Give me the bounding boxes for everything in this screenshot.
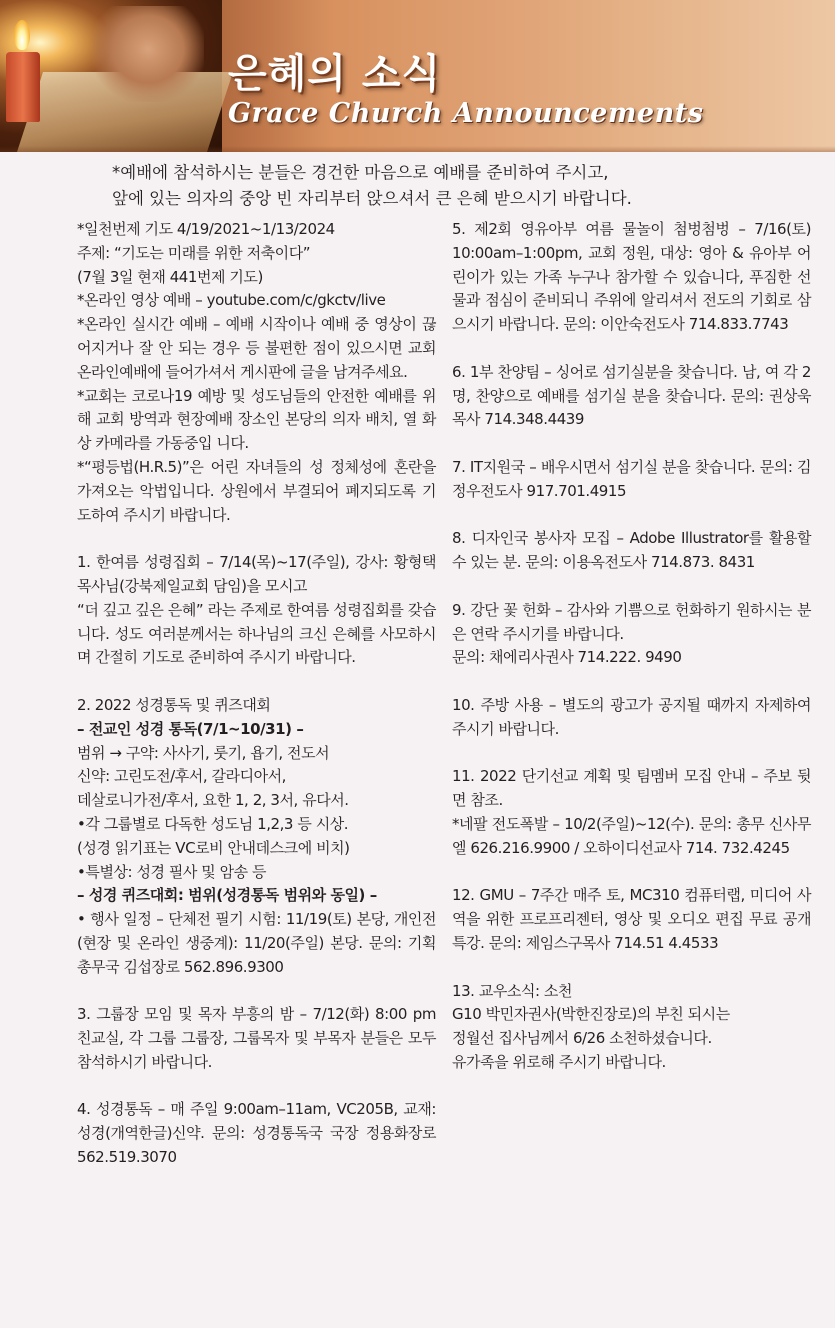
page-title-korean: 은혜의 소식 xyxy=(228,51,442,97)
intro-notice xyxy=(112,160,812,212)
notice-text: *“평등법(H.R.5)”은 어린 자녀들의 성 정체성에 혼란을 가져오는 악법입니다. 상원에서 부결되어 폐지되도록 기도하여 주시기 바랍니다. xyxy=(77,457,436,524)
announcement-2-line: •특별상: 성경 필사 및 암송 등 xyxy=(77,862,267,881)
announcement-11: 11. 2022 단기선교 계획 및 팀멤버 모집 안내 – 주보 뒷면 참조. xyxy=(452,767,811,810)
announcement-2-line: 데살로니가전/후서, 요한 1, 2, 3서, 유다서. xyxy=(77,791,349,810)
announcement-6: 6. 1부 찬양팀 – 싱어로 섬기실분을 찾습니다. 남, 여 각 2명, 찬양으로 예배를 섬기실 분을 찾습니다. 문의: 권상욱목사 714.348.4439 xyxy=(452,362,811,429)
announcement-9: 9. 강단 꽃 헌화 – 감사와 기쁨으로 헌화하기 원하시는 분은 연락 주시기를 바랍니다. xyxy=(452,600,811,643)
candle-flame-graphic xyxy=(14,20,30,50)
notice-text: *온라인 실시간 예배 – 예배 시작이나 예배 중 영상이 끊어지거나 잘 안 되는 경우 등 불편한 점이 있으시면 교회 온라인예배에 들어가셔서 게시판에 글을 남겨주세요. xyxy=(77,315,436,381)
announcement-10: 10. 주방 사용 – 별도의 광고가 공지될 때까지 자제하여 주시기 바랍니다. xyxy=(452,695,811,738)
announcement-12: 12. GMU – 7주간 매주 토, MC310 컴퓨터랩, 미디어 사역을 위한 프로프리젠터, 영상 및 오디오 편집 무료 공개특강. 문의: 제임스구목사 714.51 4.4533 xyxy=(452,886,811,952)
header-banner xyxy=(0,0,835,152)
right-column xyxy=(452,218,811,1075)
announcement-8: 8. 디자인국 봉사자 모집 – Adobe Illustrator를 활용할 수 있는 분. 문의: 이용옥전도사 714.873. 8431 xyxy=(452,529,811,572)
announcement-13-line: G10 박민자권사(박한진장로)의 부친 되시는 xyxy=(452,1005,730,1024)
announcement-2-line: 신약: 고린도전/후서, 갈라디아서, xyxy=(77,767,287,786)
praying-hands-graphic xyxy=(92,6,204,102)
announcement-2-line: 범위 → 구약: 사사기, 룻기, 욥기, 전도서 xyxy=(77,743,330,762)
notice-text: *일천번제 기도 4/19/2021~1/13/2024 xyxy=(77,220,335,238)
notice-text: *온라인 영상 예배 – youtube.com/c/gkctv/live xyxy=(77,291,386,310)
announcement-3: 3. 그룹장 모임 및 목자 부흥의 밤 – 7/12(화) 8:00 pm 친교실, 각 그룹 그룹장, 그룹목자 및 부목자 분들은 모두 참석하시기 바랍니다. xyxy=(77,1005,436,1071)
intro-line: 앞에 있는 의자의 중앙 빈 자리부터 앉으셔서 큰 은혜 받으시기 바랍니다. xyxy=(112,189,632,208)
page-title-english: Grace Church Announcements xyxy=(228,98,704,129)
announcement-2-line: (성경 읽기표는 VC로비 안내데스크에 비치) xyxy=(77,838,350,857)
notice-text: *교회는 코로나19 예방 및 성도님들의 안전한 예배를 위해 교회 방역과 현장예배 장소인 본당의 의자 배치, 열 화상 카메라를 가동중입 니다. xyxy=(77,386,436,453)
announcement-5: 5. 제2회 영유아부 여름 물놀이 첨벙첨벙 – 7/16(토) 10:00am–1:00pm, 교회 정원, 대상: 영아 & 유아부 어린이가 있는 가족 누구나 참가할 수 있습니다, 푸짐한 선물과 점심이 준비되니 주위에 알리셔서 전도의 기회로 삼으시기 바랍니다. 문의: 이안숙전도사 714.833.7743 xyxy=(452,220,811,334)
announcement-7: 7. IT지원국 – 배우시면서 섬기실 분을 찾습니다. 문의: 김정우전도사 917.701.4915 xyxy=(452,457,811,500)
announcement-1: 1. 한여름 성령집회 – 7/14(목)~17(주일), 강사: 황형택 목사님(강북제일교회 담임)을 모시고 xyxy=(77,553,436,595)
intro-line: *예배에 참석하시는 분들은 경건한 마음으로 예배를 준비하여 주시고, xyxy=(112,163,609,182)
announcement-1-body: “더 깊고 깊은 은혜” 라는 주제로 한여름 성령집회를 갖습니다. 성도 여러분께서는 하나님의 크신 은혜를 사모하시며 간절히 기도로 준비하여 주시기 바랍니다. xyxy=(77,600,436,667)
announcement-2-line: •각 그룹별로 다독한 성도님 1,2,3 등 시상. xyxy=(77,814,349,833)
announcement-2-subheading: – 전교인 성경 통독(7/1~10/31) – xyxy=(77,719,304,738)
announcement-13-line: 유가족을 위로해 주시기 바랍니다. xyxy=(452,1052,666,1071)
announcement-9-contact: 문의: 채에리사권사 714.222. 9490 xyxy=(452,648,682,667)
announcement-13-line: 정월선 집사님께서 6/26 소천하셨습니다. xyxy=(452,1029,712,1048)
announcement-4: 4. 성경통독 – 매 주일 9:00am–11am, VC205B, 교재: 성경(개역한글)신약. 문의: 성경통독국 국장 정용화장로 562.519.3070 xyxy=(77,1100,436,1167)
candle-graphic xyxy=(6,52,40,122)
candle-prayer-photo xyxy=(0,0,222,152)
announcement-2-line: • 행사 일정 – 단체전 필기 시험: 11/19(토) 본당, 개인전(현장 및 온라인 생중계): 11/20(주일) 본당. 문의: 기획총무국 김섭장로 562.896.9300 xyxy=(77,910,436,976)
notice-text: 주제: “기도는 미래를 위한 저축이다” xyxy=(77,243,311,262)
notice-text: (7월 3일 현재 441번제 기도) xyxy=(77,267,263,286)
announcement-2-subheading: – 성경 퀴즈대회: 범위(성경통독 범위와 동일) – xyxy=(77,886,377,905)
announcement-2: 2. 2022 성경통독 및 퀴즈대회 xyxy=(77,695,271,714)
announcement-11-detail: *네팔 전도폭발 – 10/2(주일)~12(수). 문의: 총무 신사무엘 626.216.9900 / 오하이디선교사 714. 732.4245 xyxy=(452,814,811,857)
left-column xyxy=(77,218,436,1170)
announcement-13: 13. 교우소식: 소천 xyxy=(452,981,572,1000)
